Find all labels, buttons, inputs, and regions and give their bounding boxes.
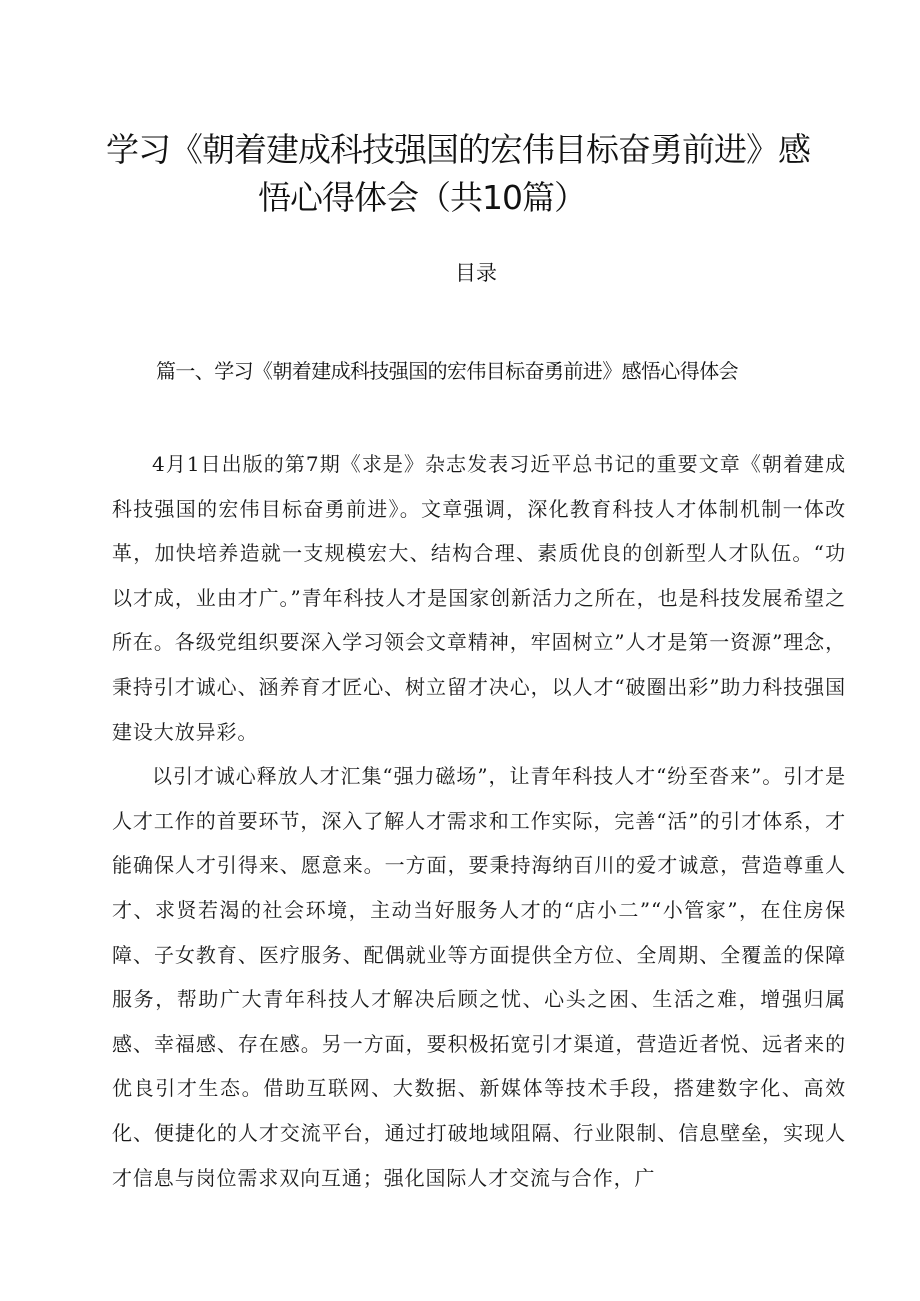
paragraph: 以引才诚心释放人才汇集“强力磁场”，让青年科技人才“纷至沓来”。引才是人才工作的首要环节，深入了解人才需求和工作实际，完善“活”的引才体系，才能确保人才引得来、愿意来。一方面，要秉持海纳百川的爱才诚意，营造尊重人才、求贤若渴的社会环境，主动当好服务人才的“店小二”“小管家”，在住房保障、子女教育、医疗服务、配偶就业等方面提供全方位、全周期、全覆盖的保障服务，帮助广大青年科技人才解决后顾之忧、心头之困、生活之难，增强归属感、幸福感、存在感。另一方面，要积极拓宽引才渠道，营造近者悦、远者来的优良引才生态。借助互联网、大数据、新媒体等技术手段，搭建数字化、高效化、便捷化的人才交流平台，通过打破地域阻隔、行业限制、信息壁垒，实现人才信息与岗位需求双向互通；强化国际人才交流与合作，广 [112,764,846,1190]
paragraph: 4月1日出版的第7期《求是》杂志发表习近平总书记的重要文章《朝着建成科技强国的宏伟目标奋勇前进》。文章强调，深化教育科技人才体制机制一体改革，加快培养造就一支规模宏大、结构合理、素质优良的创新型人才队伍。“功以才成，业由才广。”青年科技人才是国家创新活力之所在，也是科技发展希望之所在。各级党组织要深入学习领会文章精神，牢固树立”人才是第一资源”理念，秉持引才诚心、涵养育才匠心、树立留才决心，以人才“破圈出彩”助力科技强国建设大放异彩。 [112,452,846,744]
title-line-2: 悟心得体会（共10篇） [258,178,586,217]
document-title [0,126,920,222]
body-text [112,442,846,1200]
toc-item: 篇一、学习《朝着建成科技强国的宏伟目标奋勇前进》感悟心得体会 [156,359,738,383]
title-line-1: 学习《朝着建成科技强国的宏伟目标奋勇前进》感 [106,130,810,169]
toc-heading: 目录 [455,261,497,285]
